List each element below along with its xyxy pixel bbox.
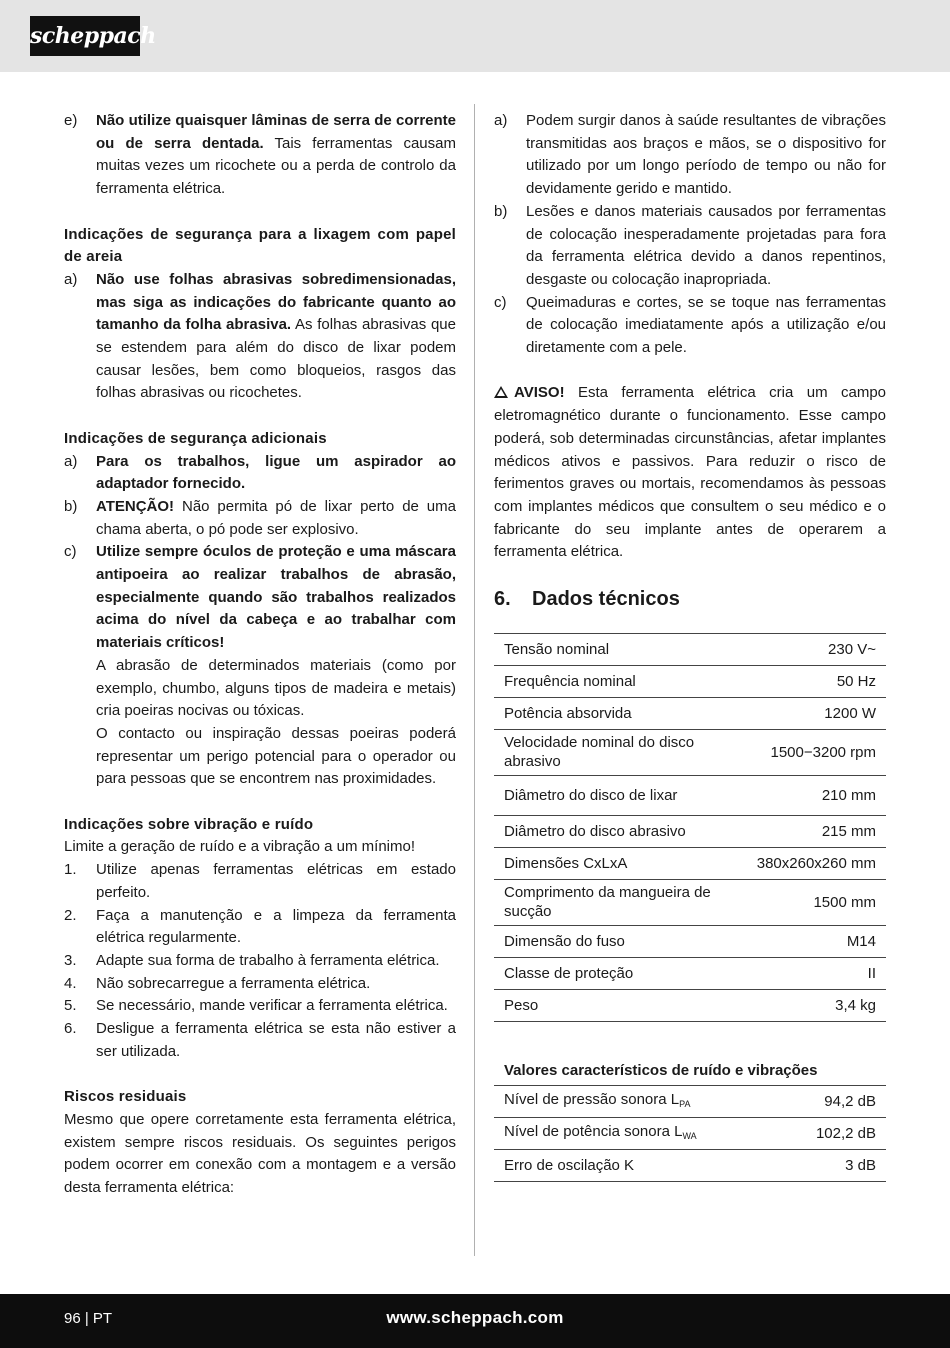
residual-text: Mesmo que opere corretamente esta ferramenta elétrica, existem sempre riscos residuais. Os seguintes perigos podem ocorrer em conexão com a montagem e a versão desta ferramenta elétrica: — [64, 1110, 456, 1196]
list-item: b) ATENÇÃO! Não permita pó de lixar perto de uma chama aberta, o pó pode ser explosivo. — [64, 497, 456, 538]
list-item: a) Não use folhas abrasivas sobredimensionadas, mas siga as indicações do fabricante quanto ao tamanho da folha abrasiva. As folhas abrasivas que se estendem para além do disco de lixar podem causar lesões, bem como bloqueios, rasgos das folhas abrasivas ou ricochetes. — [64, 270, 456, 402]
residual-heading: Riscos residuais — [64, 1088, 187, 1106]
website-url: www.scheppach.com — [386, 1308, 564, 1327]
left-column — [64, 110, 456, 1200]
tech-data-table — [494, 633, 886, 1022]
footer-bar — [0, 1294, 950, 1348]
table-row: Nível de potência sonora $L_{WA}$ 102,2 dB — [494, 1118, 886, 1150]
table-row: Classe de proteção II — [494, 957, 886, 989]
vibration-heading: Indicações sobre vibração e ruído — [64, 815, 314, 833]
additional-heading: Indicações de segurança adicionais — [64, 429, 327, 447]
list-item: c) Queimaduras e cortes, se se toque nas ferramentas de colocação imediatamente após a utilização e/ou diretamente com a pele. — [494, 293, 886, 357]
table-row: Nível de pressão sonora $L_{PA}$ 94,2 dB — [494, 1086, 886, 1118]
table-row: Diâmetro do disco abrasivo 215 mm — [494, 815, 886, 847]
list-item: c) Utilize sempre óculos de proteção e uma máscara antipoeira ao realizar trabalhos de abrasão, especialmente quando são trabalhos realizados acima do nível da cabeça e ao trabalhar com materiais críticos! A abrasão de determinados materiais (como por exemplo, chumbo, alguns tipos de madeira e metais) cria poeiras nocivas ou tóxicas. O contacto ou inspiração dessas poeiras poderá representar um perigo potencial para o operador ou para pessoas que se encontrem nas proximidades. — [64, 543, 456, 788]
right-column — [494, 110, 886, 1182]
table-row: Tensão nominal 230 V~ — [494, 633, 886, 665]
table-row: Peso 3,4 kg — [494, 989, 886, 1021]
list-item: e) Não utilize quaisquer lâminas de serra de corrente ou de serra dentada. Tais ferramentas causam muitas vezes um ricochete ou a perda de controlo da ferramenta elétrica. — [64, 112, 456, 198]
table-row: Velocidade nominal do disco abrasivo 1500−3200 rpm — [494, 729, 886, 775]
warning-triangle-icon — [494, 386, 508, 398]
noise-heading: Valores característicos de ruído e vibrações — [494, 1056, 886, 1086]
column-divider — [474, 104, 475, 1256]
table-row: Dimensões CxLxA 380x260x260 mm — [494, 847, 886, 879]
list-item: 5. Se necessário, mande verificar a ferramenta elétrica. — [64, 997, 448, 1015]
scheppach-logo: scheppach — [30, 16, 140, 56]
list-item: 2. Faça a manutenção e a limpeza da ferramenta elétrica regularmente. — [64, 906, 456, 947]
list-item: 1. Utilize apenas ferramentas elétricas em estado perfeito. — [64, 861, 456, 901]
list-item: a) Para os trabalhos, ligue um aspirador ao adaptador fornecido. — [64, 452, 456, 493]
list-item: a) Podem surgir danos à saúde resultantes de vibrações transmitidas aos braços e mãos, se o dispositivo for utilizado por um longo período de tempo ou não for devidamente gerido e mantido. — [494, 112, 886, 198]
table-row: Potência absorvida 1200 W — [494, 697, 886, 729]
list-item: b) Lesões e danos materiais causados por ferramentas de colocação inesperadamente projetadas para fora da ferramenta elétrica devido a danos repentinos, desgaste ou colocação inapropriada. — [494, 202, 886, 288]
vibration-intro: Limite a geração de ruído e a vibração a um mínimo! — [64, 838, 416, 856]
section-title: 6. Dados técnicos — [494, 588, 680, 611]
table-row: Dimensão do fuso M14 — [494, 925, 886, 957]
list-item: 3. Adapte sua forma de trabalho à ferramenta elétrica. — [64, 951, 440, 969]
list-item: 4. Não sobrecarregue a ferramenta elétrica. — [64, 974, 371, 992]
table-row: Comprimento da mangueira de sucção 1500 mm — [494, 879, 886, 925]
header-bar — [0, 0, 950, 72]
noise-table — [494, 1086, 886, 1183]
em-warning: AVISO! Esta ferramenta elétrica cria um campo eletromagnético durante o funcionamento. Esse campo poderá, sob determinadas circunstâncias, afetar implantes médicos ativos e passivos. Para reduzir o risco de ferimentos graves ou mortais, recomendamos às pessoas com implantes médicos que consultem o seu médico e o fabricante do seu implante antes de operarem a ferramenta elétrica. — [494, 384, 886, 561]
list-item: 6. Desligue a ferramenta elétrica se esta não estiver a ser utilizada. — [64, 1020, 456, 1060]
sanding-heading: Indicações de segurança para a lixagem com papel de areia — [64, 225, 456, 266]
page-number: 96 | PT — [64, 1310, 113, 1327]
table-row: Frequência nominal 50 Hz — [494, 665, 886, 697]
table-row: Diâmetro do disco de lixar 210 mm — [494, 775, 886, 815]
table-row: Erro de oscilação K 3 dB — [494, 1150, 886, 1182]
